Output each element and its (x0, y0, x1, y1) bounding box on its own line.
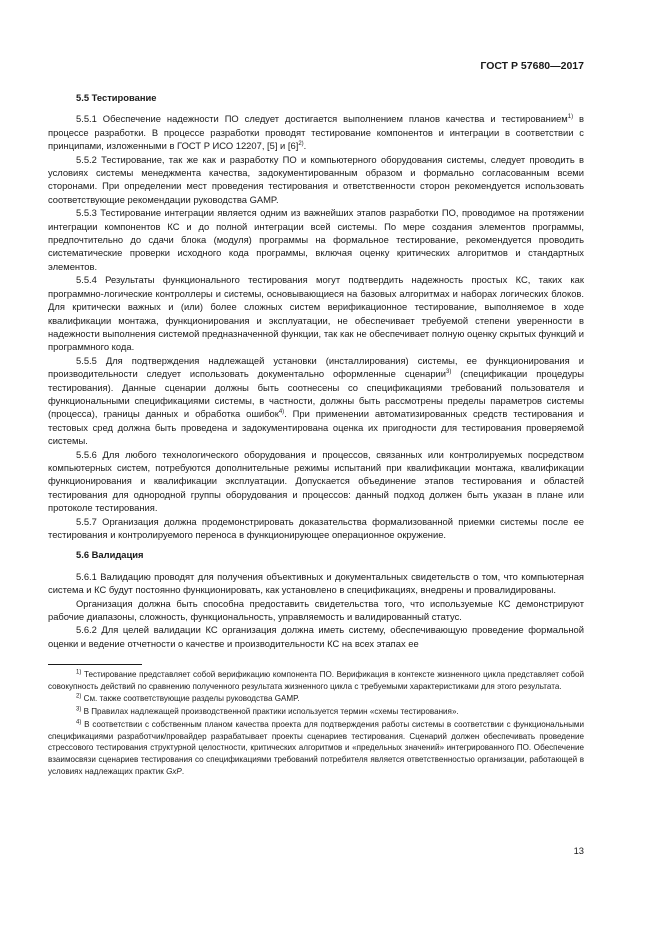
paragraph-5-5-4: 5.5.4 Результаты функционального тестирования могут подтвердить надежность простых КС, таких как программно-логические контроллеры и системы, основывающиеся на базовых алгоритмах и наборах логических блоков. Для критически важных и (или) более сложных систем верификационное тестирование, выполняемое в ходе квалификации монтажа, функционирования и эксплуатации, не обеспечивает требуемой степени уверенности в надежности выполнения системой предназначенной функции, так как не обеспечивает полную оценку скрытых функций и программного кода. (48, 274, 584, 353)
footnote-3: $^{3)}$ В Правилах надлежащей производственной практики используется термин «схемы тестирования». (76, 706, 459, 717)
paragraph-5-5-6: 5.5.6 Для любого технологического оборудования и процессов, связанных или контролируемых посредством компьютерных систем, потребуются дополнительные режимы испытаний при квалификации монтажа, квалификации функционирования и квалификации эксплуатации. Допускается объединение этапов тестирования и областей тестирования для однородной группы оборудования и процессов: данный подход должен быть указан в плане или протоколе тестирования. (48, 448, 584, 514)
main-text (48, 91, 584, 650)
footnote-ref-1[interactable]: 1) (567, 114, 574, 121)
footnote-1: $^{1)}$ Тестирование представляет собой верификацию компонента ПО. Верификация в контексте жизненного цикла представляет собой совокупность действий по сравнению полученного результата жизненного цикла с требуемыми характеристиками для этого результата. (48, 669, 584, 691)
paragraph-5-6-2: 5.6.2 Для целей валидации КС организация должна иметь систему, обеспечивающую проведение формальной оценки и ведение отчетности о качестве и производительности КС на всех этапах ее (48, 624, 584, 649)
footnote-2: $^{2)}$ См. также соответствующие разделы руководства GAMP. (76, 693, 300, 704)
footnote-ref-4[interactable]: 4) (278, 409, 285, 416)
paragraph-5-6-1: 5.6.1 Валидацию проводят для получения объективных и документальных свидетельств о том, что компьютерная система и КС будут постоянно функционировать, как установлено в спецификациях, внедрены и провалидированы. (48, 570, 584, 596)
paragraph-5-5-3: 5.5.3 Тестирование интеграции является одним из важнейших этапов разработки ПО, проводимое на протяжении интеграции компонентов КС и до полной интеграции всей системы. По мере создания элементов программы, предпочтительно до сдачи блока (модуля) программы на формальное тестирование, рекомендуется проводить систематические проверки исходного кода программы, включая оценку критических алгоритмов и стандартных элементов. (48, 207, 584, 272)
page-number: 13 (573, 845, 584, 856)
section-heading-5-5: 5.5 Тестирование (76, 92, 157, 103)
section-heading-5-6: 5.6 Валидация (76, 549, 144, 561)
footnote-ref-3[interactable]: 3) (446, 369, 452, 375)
paragraph-5-6-1-cont: Организация должна быть способна предоставить свидетельства того, что используемые КС демонстрируют рабочие диапазоны, сложность, функциональность, управляемость и валидированный статус. (48, 597, 584, 623)
paragraph-5-5-7: 5.5.7 Организация должна продемонстрировать доказательства формализованной приемки системы после ее тестирования и контролируемого переноса в функционирующее операционное окружение. (48, 515, 584, 540)
paragraph-5-5-2: 5.5.2 Тестирование, так же как и разработку ПО и компьютерного оборудования системы, следует проводить в условиях системы менеджмента качества, задокументированным образом и формально согласованным всеми сторонами. При определении мест проведения тестирования и ответственности сторон рекомендуется использовать соответствующие рекомендации руководства GAMP. (48, 153, 584, 205)
footnote-ref-2[interactable]: 2) (298, 141, 304, 148)
document-code: ГОСТ Р 57680—2017 (480, 60, 584, 72)
footnote-divider (48, 664, 142, 665)
paragraph-5-5-1: 5.5.1 Обеспечение надежности ПО следует достигается выполнением планов качества и тестированием$^{1)}$ в процессе разработки. В процессе разработки проводят тестирование компонентов и интеграции в соответствии с принципами, изложенными в ГОСТ Р ИСО 12207, [5] и $[6]^{2)}$. (48, 113, 585, 152)
paragraph-5-5-5: 5.5.5 Для подтверждения надлежащей установки (инсталлирования) системы, ее функционирования и производительности следует использовать документально оформленные сценарии$^{3)}$ (спецификации процедуры тестирования). Данные сценарии должны быть соотнесены со спецификациями требований пользователя и функциональными спецификациями системы, в частности, должны быть рассмотрены пределы параметров системы (процесса), границы данных и обработка ошибок$^{4)}$. При применении автоматизированных средств тестирования и тестовых сред должна быть проведена и задокументирована оценка их пригодности для тестирования проверяемой системы. (48, 354, 584, 447)
footnotes (48, 669, 584, 778)
footnote-4: $^{4)}$ В соответствии с собственным планом качества проекта для подтверждения работы системы в соответствии с функциональными спецификациями разработчик/провайдер разрабатывает проекты сценариев тестирования. Сценарий должен обеспечивать проведение стрессового тестирования структурной целостности, критических алгоритмов и «предельных значений» интегрированного ПО. Обеспечение взаимосвязи сценариев тестирования со спецификациями требований потребителя является ответственностью организации, работающей в условиях надлежащих практик GxP. (48, 719, 584, 776)
